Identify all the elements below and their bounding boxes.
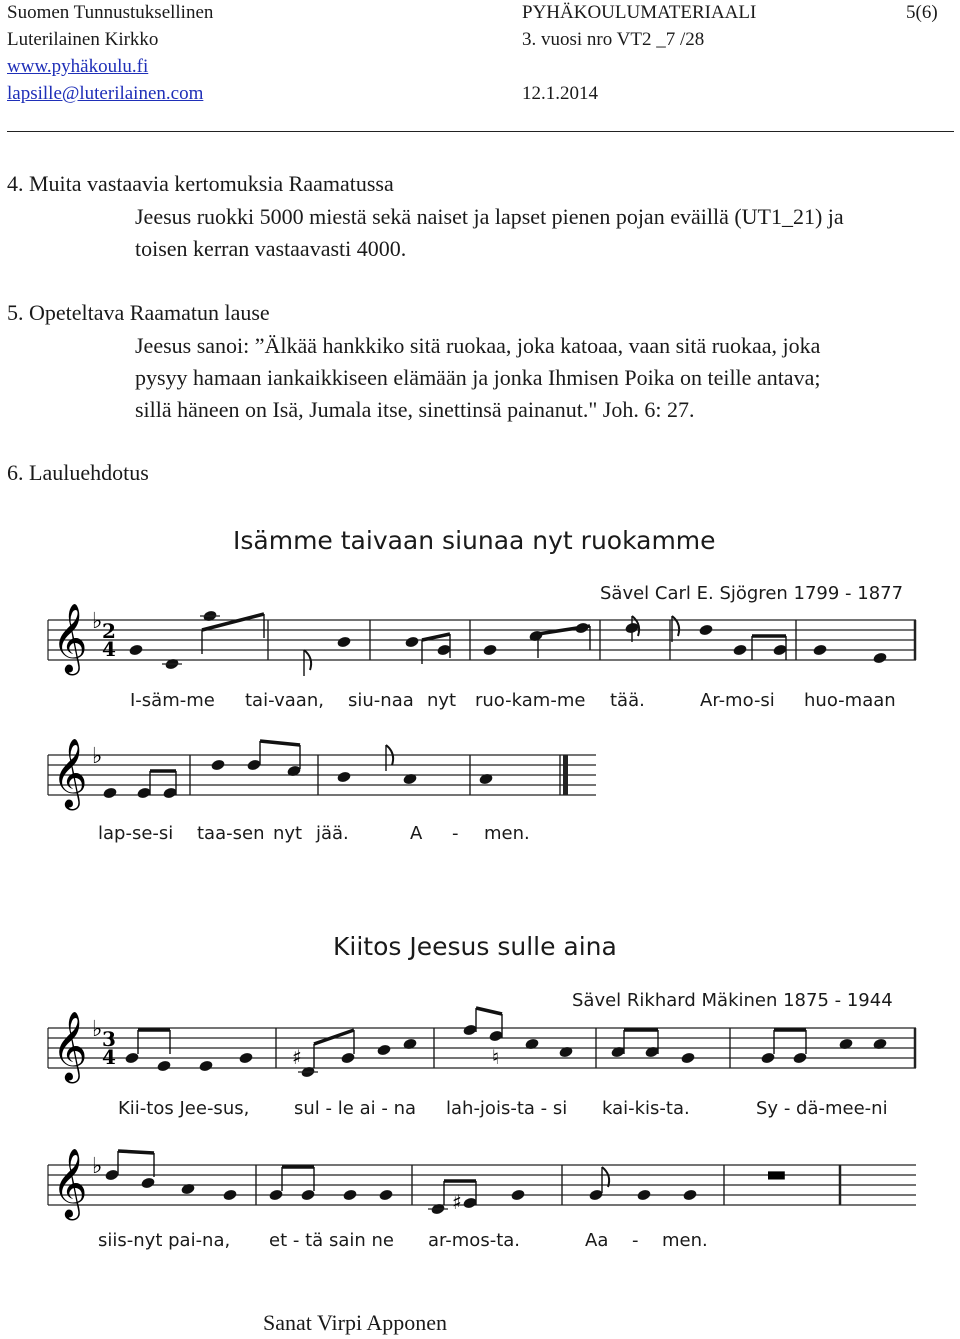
note-flag (672, 616, 679, 636)
song1-lyrics-line1-f: tää. (610, 690, 645, 711)
time-sig-bottom: 4 (102, 1045, 116, 1069)
header-divider (7, 131, 954, 132)
flat-sign-icon: ♭ (92, 1017, 103, 1042)
song2-lyrics-line1-d: kai-kis-ta. (602, 1098, 690, 1119)
note-head (376, 1043, 391, 1056)
note-head (336, 770, 351, 783)
song2-lyrics-line1-e: Sy - dä-mee-ni (756, 1098, 888, 1119)
song1-lyrics-line2-c: nyt (273, 823, 303, 844)
song2-lyrics-line2-f: men. (662, 1230, 708, 1251)
note-head (156, 1059, 171, 1072)
song1-lyrics-line1-e: ruo-kam-me (475, 690, 586, 711)
bible-verse-line1: Jeesus sanoi: ”Älkää hankkiko sitä ruokaa, joka katoaa, vaan sitä ruokaa, joka (135, 333, 821, 358)
song1-lyrics-line2-f: - (452, 823, 459, 844)
song2-lyrics-line2-d: Aa (585, 1230, 609, 1251)
note-head (140, 1176, 155, 1189)
note-head (342, 1188, 357, 1201)
treble-clef-icon: 𝄞 (52, 738, 88, 808)
note-beam (314, 1030, 354, 1044)
flat-sign-icon: ♭ (92, 609, 103, 634)
song2-lyrics-line2-b: et - tä sain ne (269, 1230, 394, 1251)
section6-heading: 6. Lauluehdotus (7, 460, 149, 485)
treble-clef-icon: 𝄞 (52, 603, 88, 673)
song2-lyrics-line1-c: lah-jois-ta - si (446, 1098, 568, 1119)
note-beam (260, 741, 300, 745)
bible-verse-line3: sillä häneen on Isä, Jumala itse, sinettinsä painanut." Joh. 6: 27. (135, 397, 695, 422)
email-link[interactable]: lapsille@luterilainen.com (7, 83, 204, 104)
note-head (198, 1059, 213, 1072)
song2-staff1 (40, 1008, 920, 1088)
song2-lyrics-line2-c: ar-mos-ta. (428, 1230, 521, 1251)
song2-staff2 (40, 1145, 920, 1225)
note-head (698, 623, 713, 636)
song1-lyrics-line1-h: huo-maan (804, 690, 896, 711)
org-name-line2: Luterilainen Kirkko (7, 29, 159, 50)
section4-text-line1: Jeesus ruokki 5000 miestä sekä naiset ja lapset pienen pojan eväillä (UT1_21) ja (135, 204, 844, 229)
song2-lyrics-line1-b: sul - le ai - na (294, 1098, 417, 1119)
treble-clef-icon: 𝄞 (52, 1148, 88, 1218)
song1-lyrics-line2-b: taa-sen (197, 823, 265, 844)
note-head (128, 643, 143, 656)
note-head (238, 1051, 253, 1064)
song1-lyrics-line2-g: men. (484, 823, 530, 844)
time-sig-top: 2 (102, 619, 116, 643)
flat-sign-icon: ♭ (92, 744, 103, 769)
note-head (682, 1188, 697, 1201)
note-flag (602, 1167, 609, 1187)
song1-composer: Sävel Carl E. Sjögren 1799 - 1877 (600, 583, 904, 604)
sharp-sign-icon: ♯ (292, 1045, 302, 1069)
material-title: PYHÄKOULUMATERIAALI (522, 2, 757, 23)
note-head (222, 1188, 237, 1201)
song2-title: Kiitos Jeesus sulle aina (333, 932, 617, 961)
song1-lyrics-line2-d: jää. (316, 823, 349, 844)
natural-sign-icon: ♮ (492, 1045, 500, 1069)
song1-lyrics-line2-a: lap-se-si (98, 823, 174, 844)
song1-lyrics-line1-b: tai-vaan, (245, 690, 324, 711)
note-head (510, 1188, 525, 1201)
song1-staff2 (40, 735, 600, 815)
note-head (732, 643, 747, 656)
song1-title: Isämme taivaan siunaa nyt ruokamme (233, 526, 716, 555)
note-head (102, 786, 117, 799)
page-number: 5(6) (906, 2, 938, 23)
note-head (404, 635, 419, 648)
song2-lyrics-line2-e: - (632, 1230, 639, 1251)
section4-heading: 4. Muita vastaavia kertomuksia Raamatussa (7, 171, 394, 196)
song1-lyrics-line1-g: Ar-mo-si (700, 690, 775, 711)
song1-lyrics-line1-d: nyt (427, 690, 457, 711)
song2-lyrics-line1-a: Kii-tos Jee-sus, (118, 1098, 250, 1119)
section5-heading: 5. Opeteltava Raamatun lause (7, 300, 270, 325)
song2-composer: Sävel Rikhard Mäkinen 1875 - 1944 (572, 990, 893, 1011)
note-head (482, 643, 497, 656)
song1-staff1 (40, 600, 920, 680)
section4-text-line2: toisen kerran vastaavasti 4000. (135, 236, 407, 261)
note-head (872, 651, 887, 664)
note-head (378, 1188, 393, 1201)
course-code: 3. vuosi nro VT2 _7 /28 (522, 29, 705, 50)
website-link[interactable]: www.pyhäkoulu.fi (7, 56, 149, 77)
note-beam (422, 634, 450, 640)
note-head (210, 758, 225, 771)
flat-sign-icon: ♭ (92, 1154, 103, 1179)
date: 12.1.2014 (522, 83, 598, 104)
song2-lyrics-line2-a: siis-nyt pai-na, (98, 1230, 231, 1251)
note-beam (476, 1008, 502, 1014)
note-head (636, 1188, 651, 1201)
song1-lyrics-line1-c: siu-naa (348, 690, 414, 711)
note-head (336, 635, 351, 648)
song1-lyrics-line1-a: I-säm-me (130, 690, 215, 711)
note-head (680, 1051, 695, 1064)
bible-verse-line2: pysyy hamaan iankaikkiseen elämään ja jonka Ihmisen Poika on teille antava; (135, 365, 821, 390)
whole-rest-icon: ▬ (766, 1162, 787, 1187)
treble-clef-icon: 𝄞 (52, 1011, 88, 1081)
final-bar (563, 755, 568, 795)
time-sig-bottom: 4 (102, 637, 116, 661)
note-beam (118, 1151, 154, 1153)
sharp-sign-icon: ♯ (452, 1190, 462, 1214)
note-head (812, 643, 827, 656)
org-name-line1: Suomen Tunnustuksellinen (7, 2, 214, 23)
song1-lyrics-line2-e: A (410, 823, 423, 844)
time-sig-top: 3 (102, 1027, 116, 1051)
lyrics-credit: Sanat Virpi Apponen (263, 1310, 448, 1335)
